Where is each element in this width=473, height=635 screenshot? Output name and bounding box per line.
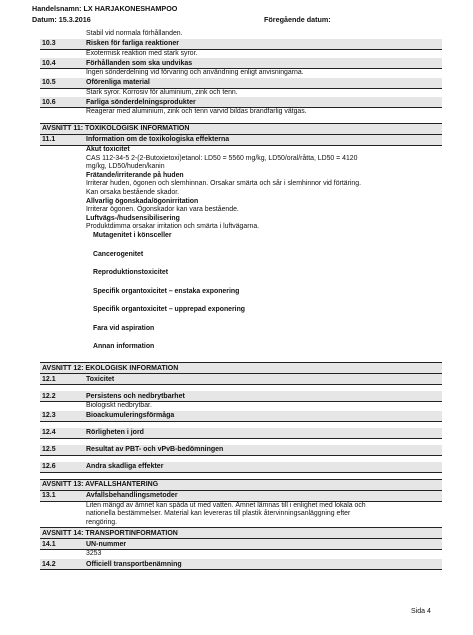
subheading: Akut toxicitet: [86, 145, 130, 153]
text-line: Kan orsaka bestående skador.: [86, 188, 180, 196]
section-10-5: [40, 78, 442, 89]
subheading: Mutagenitet i könsceller: [93, 231, 172, 239]
section-title: Persistens och nedbrytbarhet: [86, 392, 185, 400]
section-10-3: [40, 39, 442, 50]
trade-name: LX HARJAKONESHAMPOO: [83, 4, 178, 13]
section-text: Exotermisk reaktion med stark syror.: [86, 49, 198, 57]
text-line: nationella bestämmelser. Material kan levereras till plastik återvinningsanläggning efter: [86, 510, 351, 518]
section-number: 10.5: [42, 79, 56, 87]
subheading: Cancerogenitet: [93, 250, 144, 258]
section-title: Officiell transportbenämning: [86, 560, 182, 568]
section-number: 14.1: [42, 540, 56, 548]
section-13-header: [40, 479, 442, 491]
section-number: 12.5: [42, 446, 56, 454]
section-title: Information om de toxikologiska effekterna: [86, 136, 230, 144]
date-label: Datum:: [32, 15, 57, 24]
section-title: Förhållanden som ska undvikas: [86, 59, 193, 67]
section-14-1: [40, 539, 442, 550]
section-10-6: [40, 97, 442, 108]
date-value: 15.3.2016: [58, 15, 91, 24]
previous-date-label: Föregående datum:: [264, 15, 331, 24]
section-12-3: [40, 411, 442, 422]
section-title: Toxicitet: [86, 375, 115, 383]
section-12-1: [40, 374, 442, 385]
document-body: [40, 30, 442, 570]
text-line: Produktdimma orsakar irritation och smärta i luftvägarna.: [86, 223, 260, 231]
section-title: Bioackumuleringsförmåga: [86, 412, 175, 420]
subheading: Fara vid aspiration: [93, 324, 155, 332]
subheading: Specifik organtoxicitet – enstaka exponering: [93, 287, 240, 295]
text-line: Liten mängd av ämnet kan spåda ut med vatten. Ämnet lämnas till i enlighet med lokala och: [86, 501, 366, 509]
section-12-6: [40, 462, 442, 473]
subheading: Allvarlig ögonskada/ögonirritation: [86, 197, 199, 205]
stability-text: Stabil vid normala förhållanden.: [86, 30, 183, 37]
section-14-2: [40, 559, 442, 570]
trade-name-label: Handelsnamn:: [32, 4, 82, 13]
date-line: [32, 15, 91, 24]
section-text: Ingen sönderdelning vid förvaring och användning enligt anvisningarna.: [86, 69, 304, 77]
subheading: Luftvägs-/hudsensibilisering: [86, 214, 180, 222]
un-number: 3253: [86, 550, 102, 558]
text-line: rengöring.: [86, 518, 118, 526]
section-14-header: [40, 527, 442, 539]
section-title: Farliga sönderdelningsprodukter: [86, 98, 196, 106]
section-heading: AVSNITT 11: TOXIKOLOGISK INFORMATION: [42, 125, 190, 133]
section-number: 12.2: [42, 392, 56, 400]
text-line: Irriterar huden, ögonen och slemhinnan. Orsakar smärta och sår i slemhinnor vid förtäring.: [86, 180, 361, 188]
section-number: 12.6: [42, 463, 56, 471]
section-12-header: [40, 362, 442, 374]
trade-name-line: [32, 4, 177, 13]
section-number: 14.2: [42, 560, 56, 568]
section-heading: AVSNITT 14: TRANSPORTINFORMATION: [42, 529, 178, 537]
acute-toxicity: [40, 146, 442, 232]
section-11-header: [40, 123, 442, 135]
section-number: 11.1: [42, 136, 56, 144]
section-text: Reagerar med aluminium, zink och tenn varvid bildas brandfarlig vätgas.: [86, 108, 307, 116]
text-line: CAS 112-34-5 2-(2-Butoxietoxi)etanol: LD50 = 5560 mg/kg, LD50/oral/råtta, LD50 = 4120: [86, 154, 358, 162]
section-heading: AVSNITT 13: AVFALLSHANTERING: [42, 481, 159, 489]
section-title: Andra skadliga effekter: [86, 463, 164, 471]
section-number: 12.3: [42, 412, 56, 420]
section-13-1: [40, 491, 442, 502]
section-title: Avfallsbehandlingsmetoder: [86, 492, 178, 500]
text-line: Irriterar ögonen. Ögonskador kan vara bestående.: [86, 206, 239, 214]
section-title: Rörligheten i jord: [86, 429, 144, 437]
section-number: 10.3: [42, 40, 56, 48]
section-12-4: [40, 428, 442, 439]
section-title: Oförenliga material: [86, 79, 150, 87]
subheading: Reproduktionstoxicitet: [93, 269, 169, 277]
section-title: Resultat av PBT- och vPvB-bedömningen: [86, 446, 224, 454]
section-text: Stark syror. Korrosiv för aluminium, zink och tenn.: [86, 88, 238, 96]
section-12-2: [40, 391, 442, 402]
section-heading: AVSNITT 12: EKOLOGISK INFORMATION: [42, 364, 179, 372]
section-title: UN-nummer: [86, 540, 127, 548]
section-number: 12.1: [42, 375, 56, 383]
section-number: 10.6: [42, 98, 56, 106]
section-11-1: [40, 135, 442, 146]
subheading: Annan information: [93, 343, 155, 351]
subheading: Specifik organtoxicitet – upprepad exponering: [93, 306, 246, 314]
section-10-4: [40, 58, 442, 69]
section-12-5: [40, 445, 442, 456]
section-number: 12.4: [42, 429, 56, 437]
section-text: [40, 502, 442, 528]
section-number: 10.4: [42, 59, 56, 67]
section-text: Biologiskt nedbrytbar.: [86, 402, 152, 410]
text-line: mg/kg, LD50/huden/kanin: [86, 163, 165, 171]
section-title: Risken för farliga reaktioner: [86, 40, 179, 48]
subheading: Frätande/irriterande på huden: [86, 171, 184, 179]
page-number: Sida 4: [411, 608, 431, 615]
section-number: 13.1: [42, 492, 56, 500]
